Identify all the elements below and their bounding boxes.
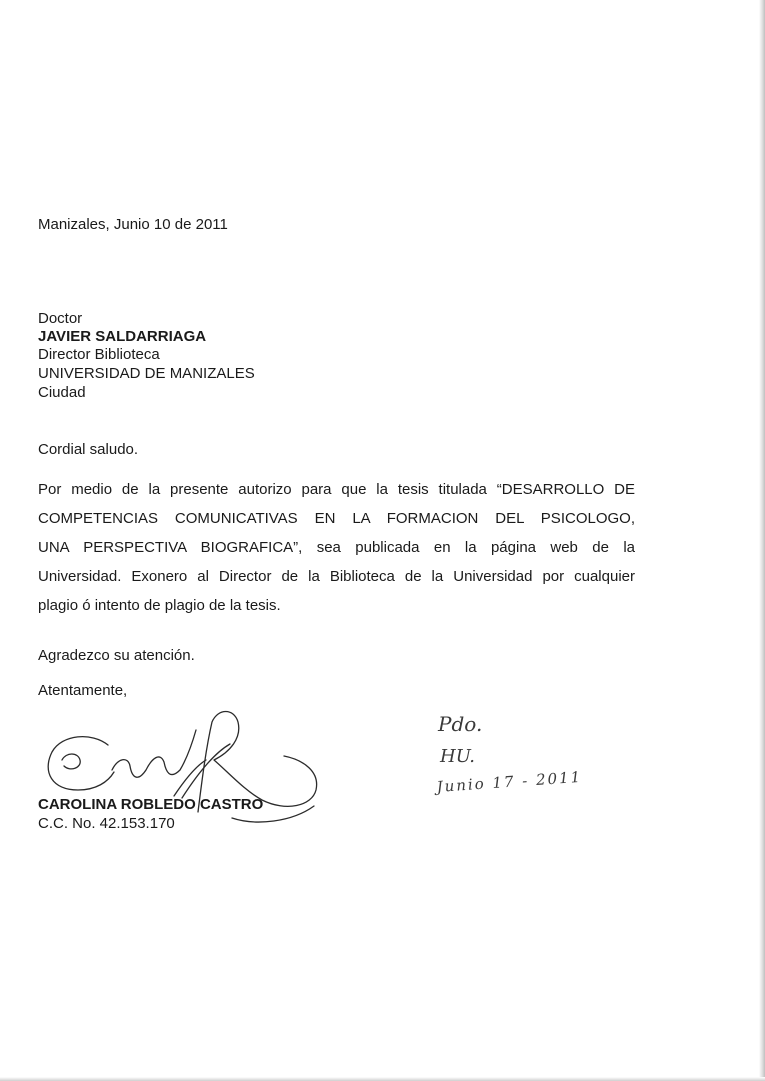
closing-line: Atentamente, — [38, 682, 128, 699]
recipient-institution: UNIVERSIDAD DE MANIZALES — [38, 365, 255, 382]
signer-name: CAROLINA ROBLEDO CASTRO — [38, 796, 264, 813]
body-line: UNA PERSPECTIVA BIOGRAFICA”, sea publicada en la página web de la — [38, 539, 635, 556]
greeting: Cordial saludo. — [38, 441, 139, 458]
recipient-position: Director Biblioteca — [38, 346, 160, 363]
body-line: Por medio de la presente autorizo para que la tesis titulada “DESARROLLO DE — [38, 481, 635, 498]
place-date: Manizales, Junio 10 de 2011 — [38, 216, 228, 233]
recipient-name: JAVIER SALDARRIAGA — [38, 328, 207, 345]
body-line: plagio ó intento de plagio de la tesis. — [38, 597, 281, 614]
body-line: Universidad. Exonero al Director de la Biblioteca de la Universidad por cualquier — [38, 568, 635, 585]
page-edge-shadow — [759, 0, 765, 1081]
page-bottom-edge — [0, 1077, 765, 1081]
signer-id: C.C. No. 42.153.170 — [38, 815, 175, 832]
handwritten-note-line3: Junio 17 - 2011 — [436, 767, 583, 796]
thanks-line: Agradezco su atención. — [38, 647, 195, 664]
handwritten-note-line1: Pdo. — [438, 712, 483, 736]
letter-body — [38, 475, 635, 620]
recipient-city: Ciudad — [38, 384, 86, 401]
recipient-title: Doctor — [38, 310, 83, 327]
body-line: COMPETENCIAS COMUNICATIVAS EN LA FORMACION DEL PSICOLOGO, — [38, 510, 635, 527]
handwritten-note-line2: HU. — [440, 746, 475, 767]
